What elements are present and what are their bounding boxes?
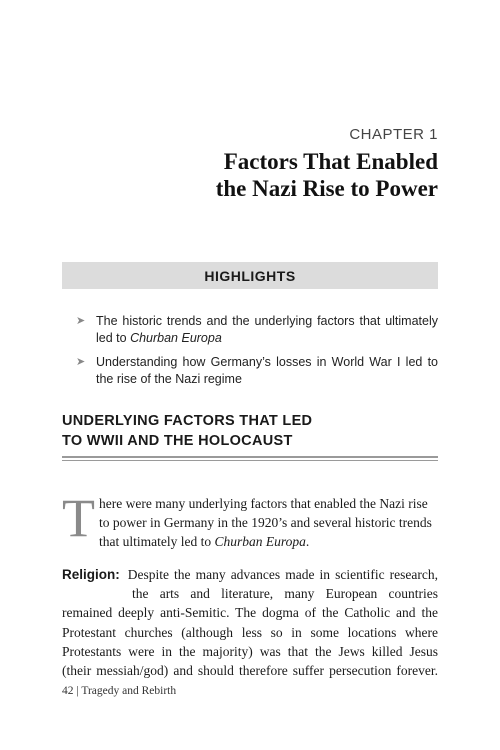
intro-line-3: that ultimately led to Churban Europa. — [99, 534, 310, 549]
section-heading-line1: UNDERLYING FACTORS THAT LED — [62, 413, 313, 429]
section-divider — [62, 456, 438, 458]
religion-line-4: Protestant churches (although less so in some locations where — [62, 624, 438, 640]
highlight-item-1 — [62, 313, 438, 347]
religion-paragraph — [62, 565, 438, 680]
chapter-title-line1: Factors That Enabled — [223, 149, 438, 174]
drop-cap: T — [62, 488, 95, 548]
page-footer — [62, 685, 176, 697]
footer-separator: | — [76, 685, 79, 697]
religion-line-3: remained deeply anti-Semitic. The dogma of the Catholic and the — [62, 605, 438, 621]
religion-line-1: Religion: Despite the many advances made in scientific research, — [62, 567, 438, 582]
religion-term: Religion: — [62, 567, 120, 582]
book-title: Tragedy and Rebirth — [81, 685, 177, 697]
section-divider-thin — [62, 460, 438, 461]
chapter-title — [58, 148, 438, 202]
arrow-bullet-icon: ➤ — [76, 356, 86, 368]
intro-line-2: to power in Germany in the 1920’s and several historic trends — [99, 515, 432, 530]
highlight-item-1-text: The historic trends and the underlying factors that ultimately led to Churban Europa — [96, 314, 438, 345]
highlight-item-2-text: Understanding how Germany’s losses in World War I led to the rise of the Nazi regime — [96, 355, 438, 386]
chapter-label: CHAPTER 1 — [349, 126, 438, 143]
section-heading-line2: TO WWII AND THE HOLOCAUST — [62, 433, 293, 449]
religion-line-6: (their messiah/god) and should therefore suffer persecution forever. — [62, 663, 438, 679]
section-heading — [62, 411, 438, 451]
intro-paragraph — [62, 488, 438, 551]
chapter-title-line2: the Nazi Rise to Power — [215, 176, 438, 201]
highlights-heading-bar — [62, 262, 438, 289]
arrow-bullet-icon: ➤ — [76, 315, 86, 327]
page-number: 42 — [62, 685, 74, 697]
highlight-item-2 — [62, 354, 438, 388]
highlights-heading: HIGHLIGHTS — [204, 267, 296, 284]
religion-line-5: Protestants were in the majority) was that the Jews killed Jesus — [62, 643, 438, 659]
intro-line-1: here were many underlying factors that enabled the Nazi rise — [99, 496, 428, 511]
religion-line-2: the arts and literature, many European countries — [132, 586, 438, 602]
highlights-list — [62, 313, 438, 395]
